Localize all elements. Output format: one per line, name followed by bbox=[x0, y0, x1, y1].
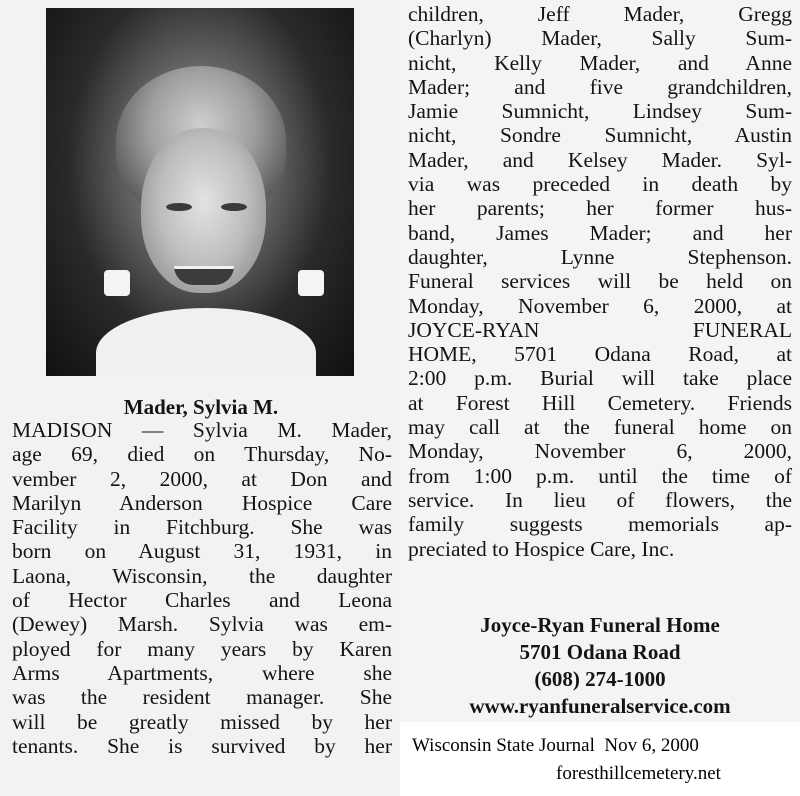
text-line: service. In lieu of flowers, the bbox=[408, 487, 792, 512]
portrait-eye-right bbox=[221, 203, 247, 211]
text-line: was the resident manager. She bbox=[12, 685, 392, 710]
portrait-photo bbox=[46, 8, 354, 376]
site-caption: foresthillcemetery.net bbox=[556, 763, 721, 784]
text-line: of Hector Charles and Leona bbox=[12, 588, 392, 613]
text-line: HOME, 5701 Odana Road, at bbox=[408, 342, 792, 367]
obituary-column-2 bbox=[408, 2, 792, 561]
portrait-earring-right bbox=[298, 270, 324, 296]
text-line: (Dewey) Marsh. Sylvia was em- bbox=[12, 612, 392, 637]
funeral-home-address: 5701 Odana Road bbox=[519, 640, 681, 664]
text-line: age 69, died on Thursday, No- bbox=[12, 442, 392, 467]
text-line: band, James Mader; and her bbox=[408, 220, 792, 245]
text-line: her parents; her former hus- bbox=[408, 196, 792, 221]
portrait-smile bbox=[174, 266, 234, 285]
text-line: Mader, and Kelsey Mader. Syl- bbox=[408, 147, 792, 172]
text-line: nicht, Kelly Mader, and Anne bbox=[408, 50, 792, 75]
text-line: JOYCE-RYAN FUNERAL bbox=[408, 317, 792, 342]
text-line: Marilyn Anderson Hospice Care bbox=[12, 490, 392, 515]
text-line: from 1:00 p.m. until the time of bbox=[408, 463, 792, 488]
obituary-heading: Mader, Sylvia M. bbox=[123, 395, 279, 419]
text-line: born on August 31, 1931, in bbox=[12, 539, 392, 564]
text-line: 2:00 p.m. Burial will take place bbox=[408, 366, 792, 391]
text-line: tenants. She is survived by her bbox=[12, 733, 392, 758]
funeral-home-name: Joyce-Ryan Funeral Home bbox=[480, 613, 720, 637]
funeral-home-block bbox=[408, 612, 792, 720]
text-line: vember 2, 2000, at Don and bbox=[12, 466, 392, 491]
text-line: family suggests memorials ap- bbox=[408, 512, 792, 537]
text-line: (Charlyn) Mader, Sally Sum- bbox=[408, 26, 792, 51]
text-line: Mader; and five grandchildren, bbox=[408, 74, 792, 99]
source-caption: Wisconsin State Journal Nov 6, 2000 bbox=[412, 735, 699, 756]
text-line: Facility in Fitchburg. She was bbox=[12, 515, 392, 540]
text-line: ployed for many years by Karen bbox=[12, 636, 392, 661]
text-line: Funeral services will be held on bbox=[408, 269, 792, 294]
text-line: Laona, Wisconsin, the daughter bbox=[12, 563, 392, 588]
portrait-collar bbox=[96, 308, 316, 376]
text-line: may call at the funeral home on bbox=[408, 415, 792, 440]
portrait-earring-left bbox=[104, 270, 130, 296]
obituary-column-1 bbox=[12, 418, 392, 758]
text-line: nicht, Sondre Sumnicht, Austin bbox=[408, 123, 792, 148]
text-line: MADISON — Sylvia M. Mader, bbox=[12, 418, 392, 442]
portrait-eye-left bbox=[166, 203, 192, 211]
text-line: daughter, Lynne Stephenson. bbox=[408, 244, 792, 269]
text-line: Monday, November 6, 2000, at bbox=[408, 293, 792, 318]
text-line: children, Jeff Mader, Gregg bbox=[408, 2, 792, 26]
text-line: preciated to Hospice Care, Inc. bbox=[408, 536, 675, 561]
text-line: at Forest Hill Cemetery. Friends bbox=[408, 390, 792, 415]
text-line: Arms Apartments, where she bbox=[12, 660, 392, 685]
text-line: Jamie Sumnicht, Lindsey Sum- bbox=[408, 99, 792, 124]
text-line: Monday, November 6, 2000, bbox=[408, 439, 792, 464]
funeral-home-website: www.ryanfuneralservice.com bbox=[469, 694, 731, 718]
text-line: will be greatly missed by her bbox=[12, 709, 392, 734]
text-line: via was preceded in death by bbox=[408, 172, 792, 197]
funeral-home-phone: (608) 274-1000 bbox=[534, 667, 666, 691]
